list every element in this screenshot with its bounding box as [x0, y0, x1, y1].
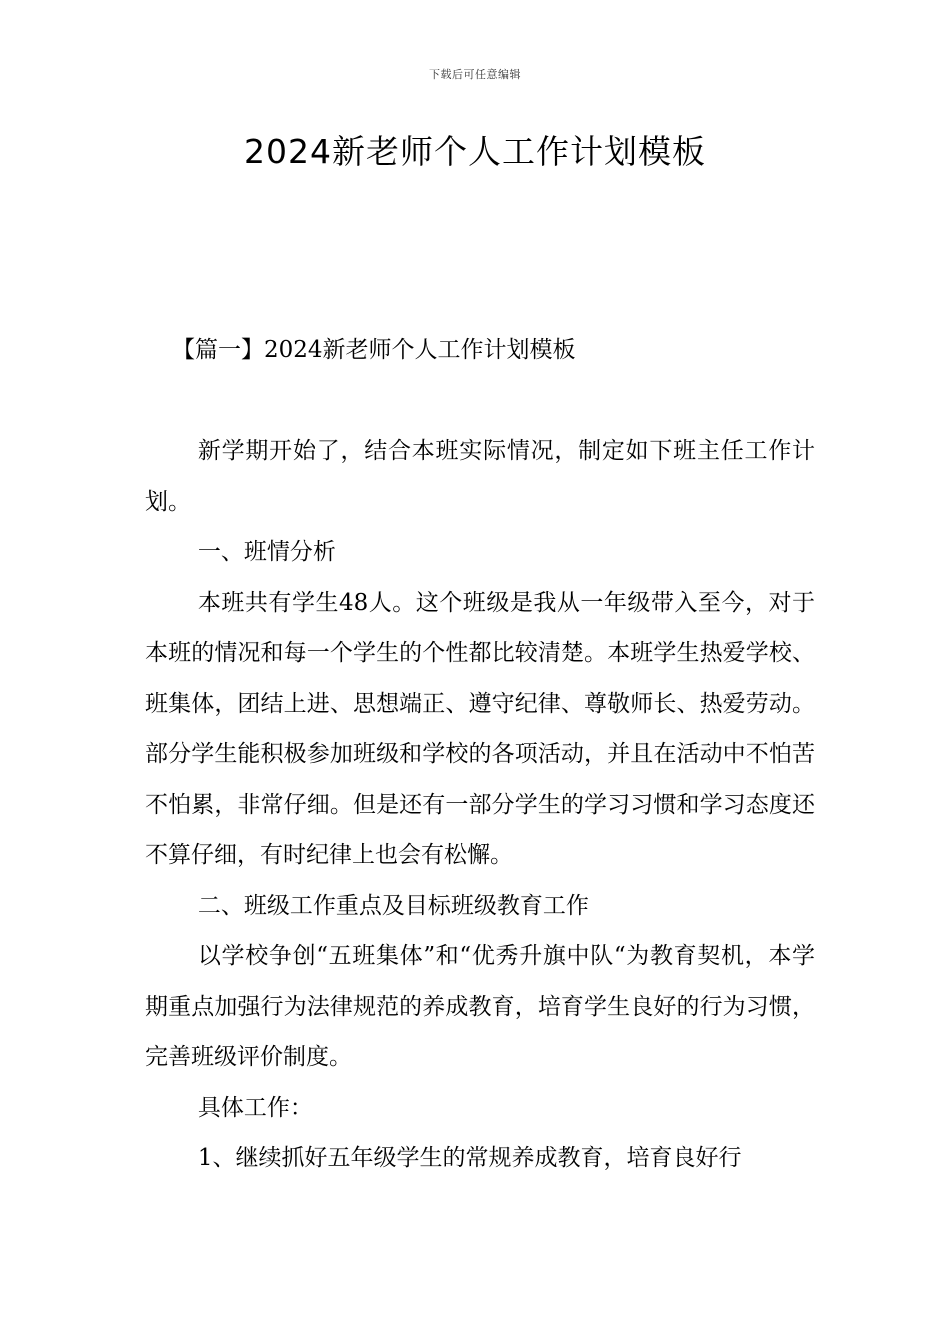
- paragraph: 二、班级工作重点及目标班级教育工作: [197, 892, 589, 919]
- paragraph: 具体工作：: [197, 1094, 313, 1121]
- paragraph: 1、继续抓好五年级学生的常规养成教育，培育良好行: [197, 1145, 742, 1171]
- paragraph: 一、班情分析: [197, 539, 336, 565]
- paragraph: 以学校争创“五班集体”和“优秀升旗中队“为教育契机，本学期重点加强行为法律规范的养成教育，培育学生良好的行为习惯，完善班级评价制度。: [145, 943, 815, 1070]
- section-heading: 【篇一】2024新老师个人工作计划模板: [172, 337, 576, 363]
- paragraph: 本班共有学生48人。这个班级是我从一年级带入至今，对于本班的情况和每一个学生的个性都比较清楚。本班学生热爱学校、班集体，团结上进、思想端正、遵守纪律、尊敬师长、热爱劳动。部分学生能积极参加班级和学校的各项活动，并且在活动中不怕苦不怕累，非常仔细。但是还有一部分学生的学习习惯和学习态度还不算仔细，有时纪律上也会有松懈。: [145, 589, 815, 868]
- header-note: 下载后可任意编辑: [429, 68, 521, 81]
- paragraph: 新学期开始了，结合本班实际情况，制定如下班主任工作计划。: [145, 438, 815, 515]
- document-title: 2024新老师个人工作计划模板: [244, 132, 706, 171]
- body-text: [145, 426, 815, 1184]
